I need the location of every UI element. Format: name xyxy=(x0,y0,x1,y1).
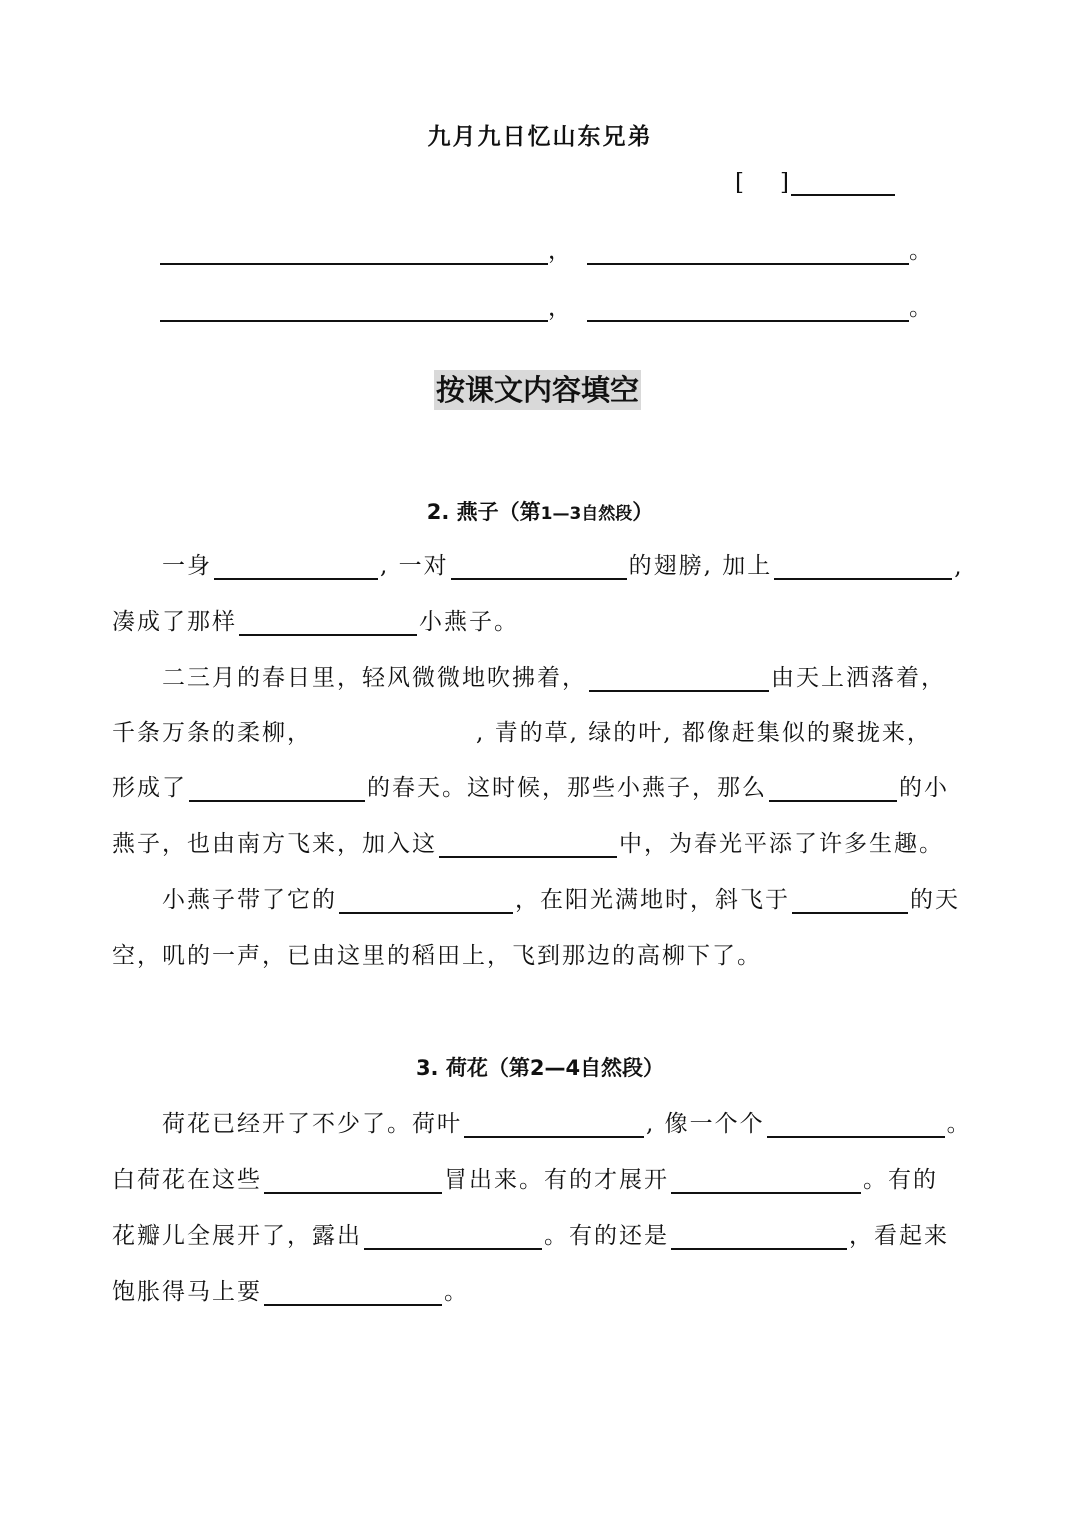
fill-blank[interactable] xyxy=(189,774,365,802)
text-segment: ，看起来 xyxy=(849,1223,949,1249)
text-segment: , 像一个个 xyxy=(646,1111,765,1137)
fill-blank[interactable] xyxy=(364,1222,542,1250)
text-segment: 的小 xyxy=(899,775,949,801)
text-segment: 凑成了那样 xyxy=(112,609,237,635)
poem-line-1 xyxy=(160,235,932,265)
fill-blank[interactable] xyxy=(264,1278,442,1306)
fill-blank[interactable] xyxy=(671,1222,847,1250)
poem-title: 九月九日忆山东兄弟 xyxy=(427,124,653,150)
bracket-close: ] xyxy=(779,170,789,196)
fill-blank[interactable] xyxy=(439,830,617,858)
text-segment: 的春天。这时候，那些小燕子，那么 xyxy=(367,775,767,801)
text-segment: 一身 xyxy=(162,553,212,579)
text-segment: 小燕子。 xyxy=(419,609,519,635)
poem-period: 。 xyxy=(909,295,932,321)
text-segment: 饱胀得马上要 xyxy=(112,1279,262,1305)
text-segment: ，在阳光满地时，斜飞于 xyxy=(515,887,790,913)
text-segment: 冒出来。有的才展开 xyxy=(444,1167,669,1193)
text-segment: , 一对 xyxy=(380,553,449,579)
text-segment: , xyxy=(954,554,964,580)
fill-blank[interactable] xyxy=(239,608,417,636)
swallow-heading-range: 1—3自然段 xyxy=(540,504,633,524)
text-segment: 的天 xyxy=(910,887,960,913)
swallow-line-2 xyxy=(112,602,519,636)
text-segment: 由天上洒落着， xyxy=(771,665,946,691)
section-heading: 按课文内容填空 xyxy=(434,370,641,410)
swallow-line-4 xyxy=(112,713,932,747)
poem-comma: ， xyxy=(548,295,571,321)
swallow-heading xyxy=(0,496,1080,526)
lotus-line-4 xyxy=(112,1272,469,1306)
fill-blank[interactable] xyxy=(589,664,769,692)
text-segment: 中，为春光平添了许多生趣。 xyxy=(619,831,944,857)
text-segment: 。 xyxy=(946,1111,972,1137)
fill-blank[interactable] xyxy=(464,1110,644,1138)
poem-comma: ， xyxy=(548,238,571,264)
fill-blank[interactable] xyxy=(671,1166,861,1194)
bracket-open: [ xyxy=(735,170,744,196)
poem-blank[interactable] xyxy=(160,296,548,322)
text-segment: 花瓣儿全展开了，露出 xyxy=(112,1223,362,1249)
author-row xyxy=(735,170,895,196)
lotus-line-1 xyxy=(162,1104,972,1138)
text-segment: , 青的草, 绿的叶, 都像赶集似的聚拢来， xyxy=(476,720,932,746)
poem-blank[interactable] xyxy=(160,239,548,265)
swallow-line-8 xyxy=(112,936,762,970)
fill-blank[interactable] xyxy=(451,552,627,580)
swallow-line-6 xyxy=(112,824,944,858)
lotus-line-2 xyxy=(112,1160,938,1194)
poem-period: 。 xyxy=(909,238,932,264)
poem-blank[interactable] xyxy=(587,296,909,322)
poem-line-2 xyxy=(160,292,932,322)
swallow-line-3 xyxy=(162,658,946,692)
text-segment: 二三月的春日里，轻风微微地吹拂着， xyxy=(162,665,587,691)
swallow-line-7 xyxy=(162,880,960,914)
swallow-line-1 xyxy=(162,546,964,580)
text-segment: 的翅膀, 加上 xyxy=(628,553,773,579)
swallow-heading-close: ） xyxy=(632,500,654,524)
fill-blank[interactable] xyxy=(264,1166,442,1194)
fill-blank[interactable] xyxy=(792,886,908,914)
fill-blank[interactable] xyxy=(769,774,897,802)
fill-blank[interactable] xyxy=(214,552,378,580)
swallow-heading-main: 2. 燕子（第 xyxy=(426,500,541,524)
text-segment: 空，叽的一声，已由这里的稻田上，飞到那边的高柳下了。 xyxy=(112,943,762,969)
text-segment: 小燕子带了它的 xyxy=(162,887,337,913)
fill-blank[interactable] xyxy=(767,1110,945,1138)
text-segment: 。有的 xyxy=(863,1167,938,1193)
lotus-heading: 3. 荷花（第2—4自然段） xyxy=(415,1056,665,1080)
text-segment: 。有的还是 xyxy=(544,1223,669,1249)
swallow-line-5 xyxy=(112,768,949,802)
poem-blank[interactable] xyxy=(587,239,909,265)
fill-blank[interactable] xyxy=(339,886,513,914)
fill-blank-unlined[interactable] xyxy=(314,721,474,747)
text-segment: 。 xyxy=(444,1279,469,1305)
text-segment: 燕子，也由南方飞来，加入这 xyxy=(112,831,437,857)
text-segment: 荷花已经开了不少了。荷叶 xyxy=(162,1111,462,1137)
text-segment: 白荷花在这些 xyxy=(112,1167,262,1193)
text-segment: 形成了 xyxy=(112,775,187,801)
author-blank[interactable] xyxy=(791,170,895,196)
text-segment: 千条万条的柔柳， xyxy=(112,720,312,746)
lotus-line-3 xyxy=(112,1216,949,1250)
fill-blank[interactable] xyxy=(774,552,952,580)
